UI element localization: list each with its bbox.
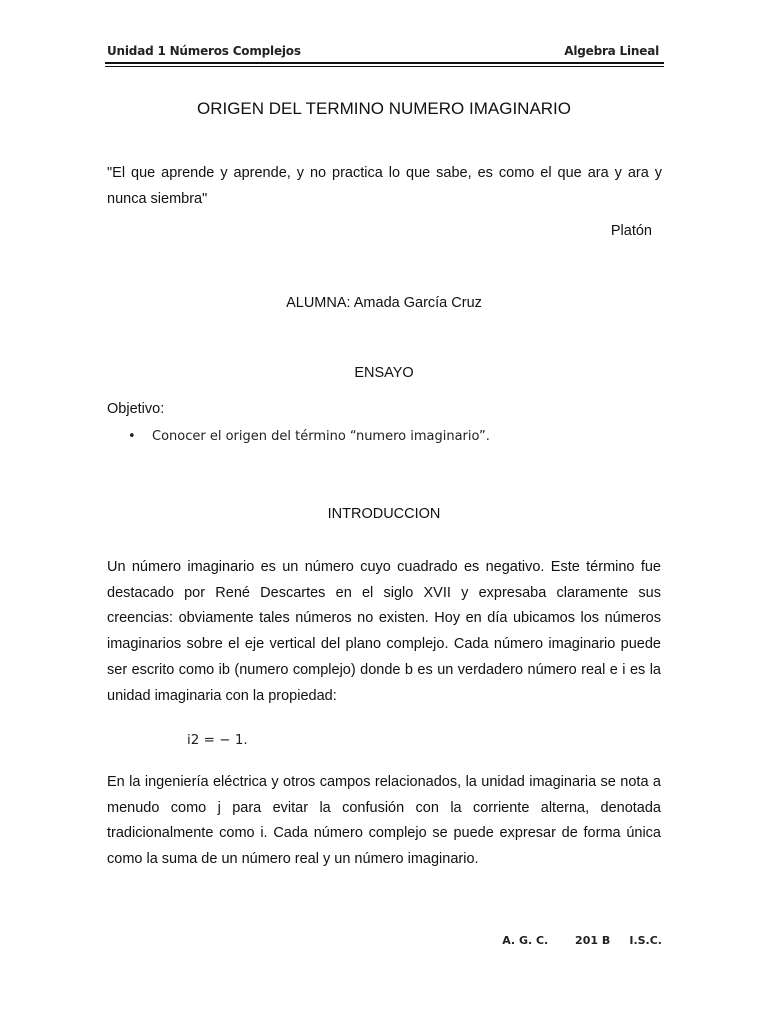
- objective-item-text: Conocer el origen del término “numero imaginario”.: [152, 429, 490, 444]
- page-title: ORIGEN DEL TERMINO NUMERO IMAGINARIO: [196, 99, 572, 118]
- student-name: ALUMNA: Amada García Cruz: [286, 295, 482, 311]
- introduction-heading: INTRODUCCION: [327, 506, 441, 522]
- bullet-icon: •: [128, 429, 136, 444]
- header-unit-title: Unidad 1 Números Complejos: [107, 44, 301, 58]
- formula: i2 = − 1.: [187, 732, 248, 748]
- essay-label: ENSAYO: [354, 365, 414, 381]
- introduction-paragraph-2: En la ingeniería eléctrica y otros campos relacionados, la unidad imaginaria se nota a menudo como j para evitar la confusión con la corriente alterna, denotada tradicionalmente como i. Cada número complejo se puede expresar de forma única como la suma de un número real y un número imaginario.: [107, 774, 661, 868]
- objective-list-item: [128, 429, 490, 444]
- footer-initials: A. G. C. 201 B I.S.C.: [502, 934, 662, 947]
- header-rule: [105, 62, 664, 64]
- header-course-title: Algebra Lineal: [564, 44, 659, 58]
- objective-label: Objetivo:: [107, 401, 165, 417]
- epigraph-author: Platón: [610, 223, 652, 239]
- header-rule-thin: [105, 66, 664, 67]
- epigraph-quote: "El que aprende y aprende, y no practica lo que sabe, es como el que ara y ara y nunca siembra": [107, 165, 662, 207]
- introduction-paragraph-1: Un número imaginario es un número cuyo cuadrado es negativo. Este término fue destacado por René Descartes en el siglo XVII y expresaba claramente sus creencias: obviamente tales números no existen. Hoy en día ubicamos los números imaginarios sobre el eje vertical del plano complejo. Cada número imaginario puede ser escrito como ib (numero complejo) donde b es un verdadero número real e i es la unidad imaginaria con la propiedad:: [107, 559, 661, 704]
